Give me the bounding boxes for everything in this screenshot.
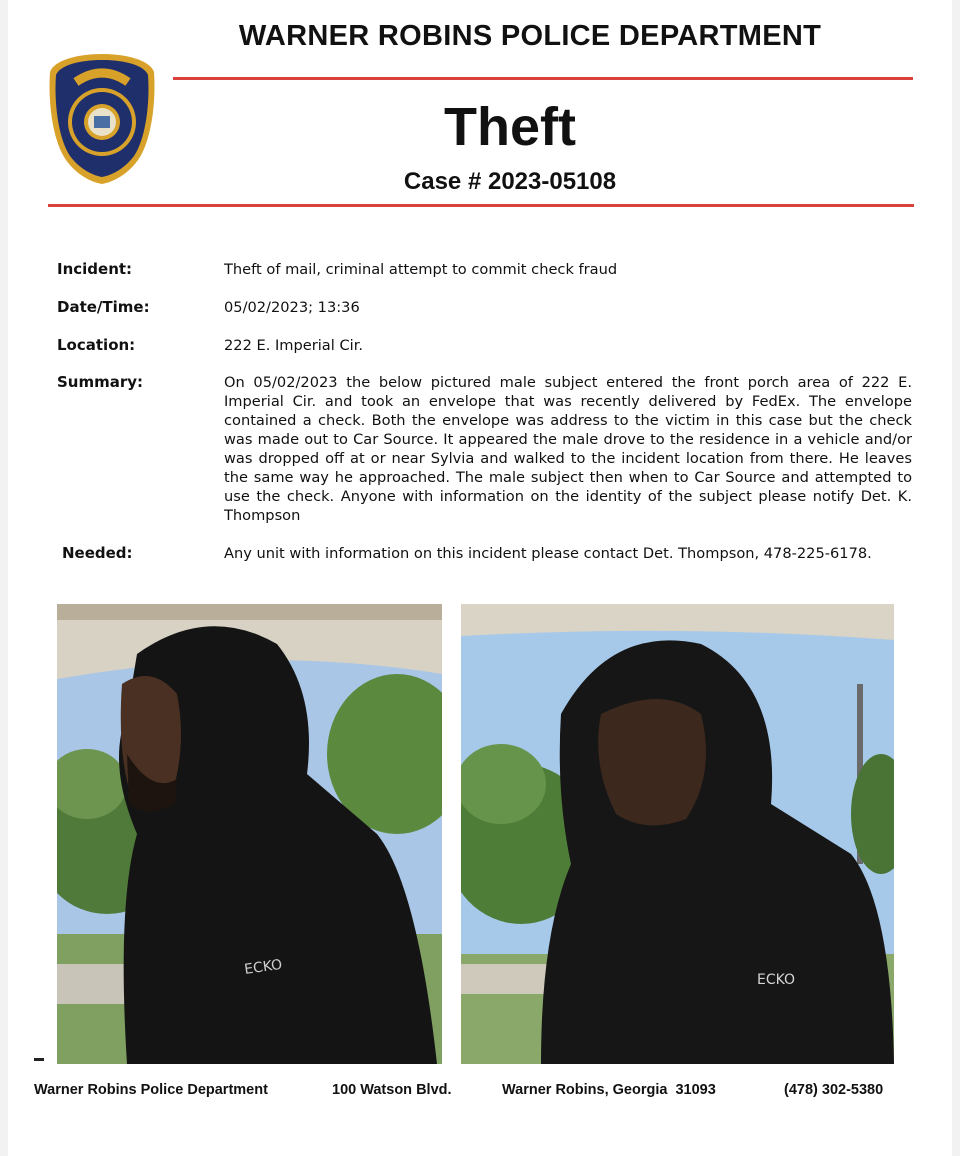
case-number: Case # 2023-05108: [403, 168, 617, 195]
summary-value: On 05/02/2023 the below pictured male subject entered the front porch area of 222 E. Imperial Cir. and took an envelope that was recently delivered by FedEx. The envelope contained a check. Both the envelope was address to the victim in this case but the check was made out to Car Source. It appeared the male drove to the residence in a vehicle and/or was dropped off at or near Sylvia and walked to the incident location from there. He leaves the same way he approached. The male subject then when to Car Source and attempted to use the check. Anyone with information on the identity of the subject please notify Det. K. Thompson: [224, 374, 912, 524]
shirt-brand-text: ECKO: [757, 972, 796, 988]
shirt-brand-text: ECKO: [243, 956, 284, 978]
department-title: WARNER ROBINS POLICE DEPARTMENT: [238, 20, 822, 52]
police-badge-icon: [46, 50, 158, 186]
footer-org: Warner Robins Police Department: [34, 1082, 268, 1098]
footer-address: 100 Watson Blvd.: [332, 1082, 452, 1098]
report-title: Theft: [444, 97, 576, 157]
footer-city: Warner Robins, Georgia 31093: [502, 1082, 716, 1098]
page-edge-left: [0, 0, 8, 1156]
summary-label: Summary:: [57, 373, 144, 391]
suspect-photo-right: [461, 604, 894, 1064]
needed-label: Needed:: [62, 544, 133, 562]
margin-mark: [34, 1058, 44, 1061]
suspect-photo-left: [57, 604, 442, 1064]
footer-phone: (478) 302-5380: [784, 1082, 884, 1098]
datetime-value: 05/02/2023; 13:36: [224, 299, 360, 316]
incident-label: Incident:: [57, 260, 133, 278]
location-label: Location:: [57, 336, 136, 354]
section-rule: [48, 204, 914, 207]
datetime-label: Date/Time:: [57, 298, 150, 316]
needed-value: Any unit with information on this incident please contact Det. Thompson, 478-225-6178.: [224, 545, 872, 562]
incident-value: Theft of mail, criminal attempt to commit check fraud: [224, 261, 618, 278]
header-rule: [173, 77, 913, 80]
location-value: 222 E. Imperial Cir.: [224, 337, 363, 354]
page-edge-right: [952, 0, 960, 1156]
